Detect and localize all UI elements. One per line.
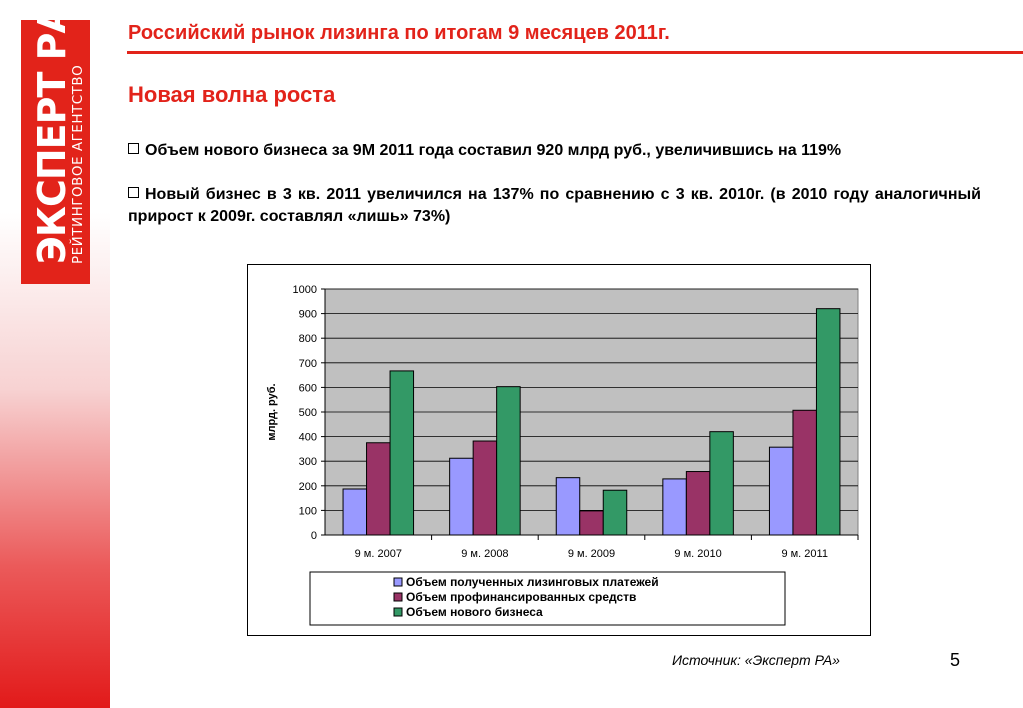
- bar: [769, 447, 793, 535]
- bar: [367, 443, 391, 535]
- legend-swatch: [394, 608, 402, 616]
- y-tick-label: 100: [298, 505, 317, 518]
- source-note: Источник: «Эксперт РА»: [672, 652, 840, 668]
- bar: [793, 410, 817, 535]
- legend-label: Объем профинансированных средств: [406, 590, 637, 604]
- logo-sub-text: РЕЙТИНГОВОЕ АГЕНТСТВО: [70, 64, 86, 264]
- y-axis-label: млрд. руб.: [266, 383, 278, 441]
- bar: [710, 432, 734, 535]
- slide-subtitle: Новая волна роста: [128, 82, 336, 107]
- x-tick-label: 9 м. 2010: [674, 548, 722, 560]
- bar: [390, 371, 414, 535]
- y-tick-label: 200: [298, 480, 317, 493]
- y-tick-label: 500: [298, 407, 317, 419]
- bullet-item: [128, 140, 841, 162]
- y-tick-label: 400: [298, 431, 317, 444]
- bar: [473, 441, 497, 535]
- bar: [816, 309, 840, 535]
- title-divider: [127, 51, 1023, 54]
- slide-title: Российский рынок лизинга по итогам 9 месяцев 2011г.: [128, 22, 670, 44]
- page-number: 5: [950, 650, 961, 670]
- legend-swatch: [394, 593, 402, 601]
- bullet-item: [128, 184, 981, 228]
- bar: [603, 490, 627, 535]
- bar-chart: [247, 264, 871, 636]
- checkbox-bullet-icon: [128, 143, 139, 154]
- legend-label: Объем полученных лизинговых платежей: [406, 575, 659, 589]
- bar: [450, 458, 474, 535]
- bar: [343, 489, 367, 535]
- legend-label: Объем нового бизнеса: [406, 605, 543, 619]
- y-tick-label: 700: [298, 357, 317, 370]
- x-tick-label: 9 м. 2009: [567, 548, 616, 560]
- bar-chart-svg: [248, 265, 870, 635]
- logo-text: [30, 5, 86, 264]
- bar: [580, 511, 604, 535]
- bar: [556, 478, 580, 535]
- checkbox-bullet-icon: [128, 187, 139, 198]
- bar: [686, 472, 710, 535]
- bar: [663, 479, 687, 535]
- legend-swatch: [394, 578, 402, 586]
- y-tick-label: 0: [310, 530, 317, 542]
- bullet-text: Объем нового бизнеса за 9М 2011 года составил 920 млрд руб., увеличившись на 119%: [145, 142, 842, 159]
- x-tick-label: 9 м. 2007: [354, 548, 402, 560]
- logo-main-text: ЭКСПЕРТ РА: [30, 5, 74, 264]
- y-tick-label: 900: [298, 308, 317, 321]
- x-tick-label: 9 м. 2011: [781, 548, 828, 560]
- x-tick-label: 9 м. 2008: [461, 548, 509, 560]
- y-tick-label: 600: [298, 382, 317, 395]
- bullet-text: Новый бизнес в 3 кв. 2011 увеличился на 137% по сравнению с 3 кв. 2010г. (в 2010 году аналогичный прирост к 2009г. составлял «лишь» 73%): [128, 186, 981, 225]
- y-tick-label: 1000: [292, 284, 317, 296]
- y-tick-label: 300: [298, 456, 317, 469]
- bar: [497, 387, 521, 535]
- y-tick-label: 800: [298, 333, 317, 346]
